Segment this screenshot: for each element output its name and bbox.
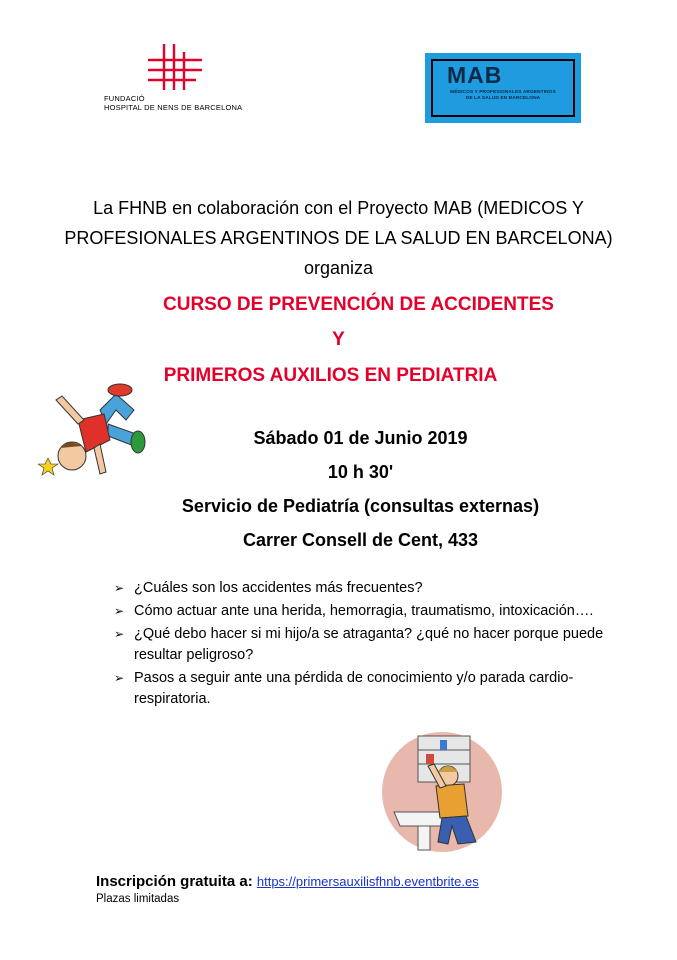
topic-text: Pasos a seguir ante una pérdida de conocimiento y/o parada cardio-respiratoria. <box>134 670 574 707</box>
topic-item <box>114 601 614 622</box>
event-place: Servicio de Pediatría (consultas externas) <box>181 496 540 516</box>
fhnb-logo-line2: HOSPITAL DE NENS DE BARCELONA <box>104 103 243 112</box>
topic-item <box>114 624 614 666</box>
limited-places-note: Plazas limitadas <box>96 893 180 905</box>
arrow-bullet-icon: ➢ <box>114 627 125 641</box>
fhnb-logo-line1: FUNDACIÓ <box>104 94 145 103</box>
course-title-line1: CURSO DE PREVENCIÓN DE ACCIDENTES <box>163 294 554 315</box>
mab-logo-subtitle: MÉDICOS Y PROFESIONALES ARGENTINOS DE LA SALUD EN BARCELONA <box>450 90 556 101</box>
event-time: 10 h 30' <box>327 462 394 482</box>
child-at-sink-illustration <box>380 730 504 854</box>
arrow-bullet-icon: ➢ <box>114 581 125 595</box>
signup-line <box>96 873 479 890</box>
topic-text: ¿Qué debo hacer si mi hijo/a se atraganta? ¿qué no hacer porque puede resultar peligroso? <box>134 626 604 663</box>
intro-text: La FHNB en colaboración con el Proyecto MAB (MEDICOS Y PROFESIONALES ARGENTINOS DE LA SALUD EN BARCELONA) organiza <box>64 198 613 278</box>
course-title-line3: PRIMEROS AUXILIOS EN PEDIATRIA <box>163 365 498 386</box>
topic-item <box>114 578 614 599</box>
event-address: Carrer Consell de Cent, 433 <box>242 530 479 550</box>
arrow-bullet-icon: ➢ <box>114 671 125 685</box>
signup-label: Inscripción gratuita a: <box>96 873 253 890</box>
topics-list <box>114 578 614 712</box>
course-title-line2: Y <box>332 329 345 350</box>
mab-logo <box>425 53 581 123</box>
fhnb-logo <box>104 40 254 120</box>
event-date: Sábado 01 de Junio 2019 <box>253 428 468 448</box>
arrow-bullet-icon: ➢ <box>114 604 125 618</box>
topic-item <box>114 668 614 710</box>
signup-link[interactable]: https://primersauxilisfhnb.eventbrite.es <box>256 874 479 889</box>
mab-logo-acronym: MAB <box>447 62 503 88</box>
topic-text: Cómo actuar ante una herida, hemorragia, traumatismo, intoxicación…. <box>134 603 594 619</box>
topic-text: ¿Cuáles son los accidentes más frecuentes? <box>134 580 423 596</box>
fhnb-hash-icon <box>104 40 254 94</box>
